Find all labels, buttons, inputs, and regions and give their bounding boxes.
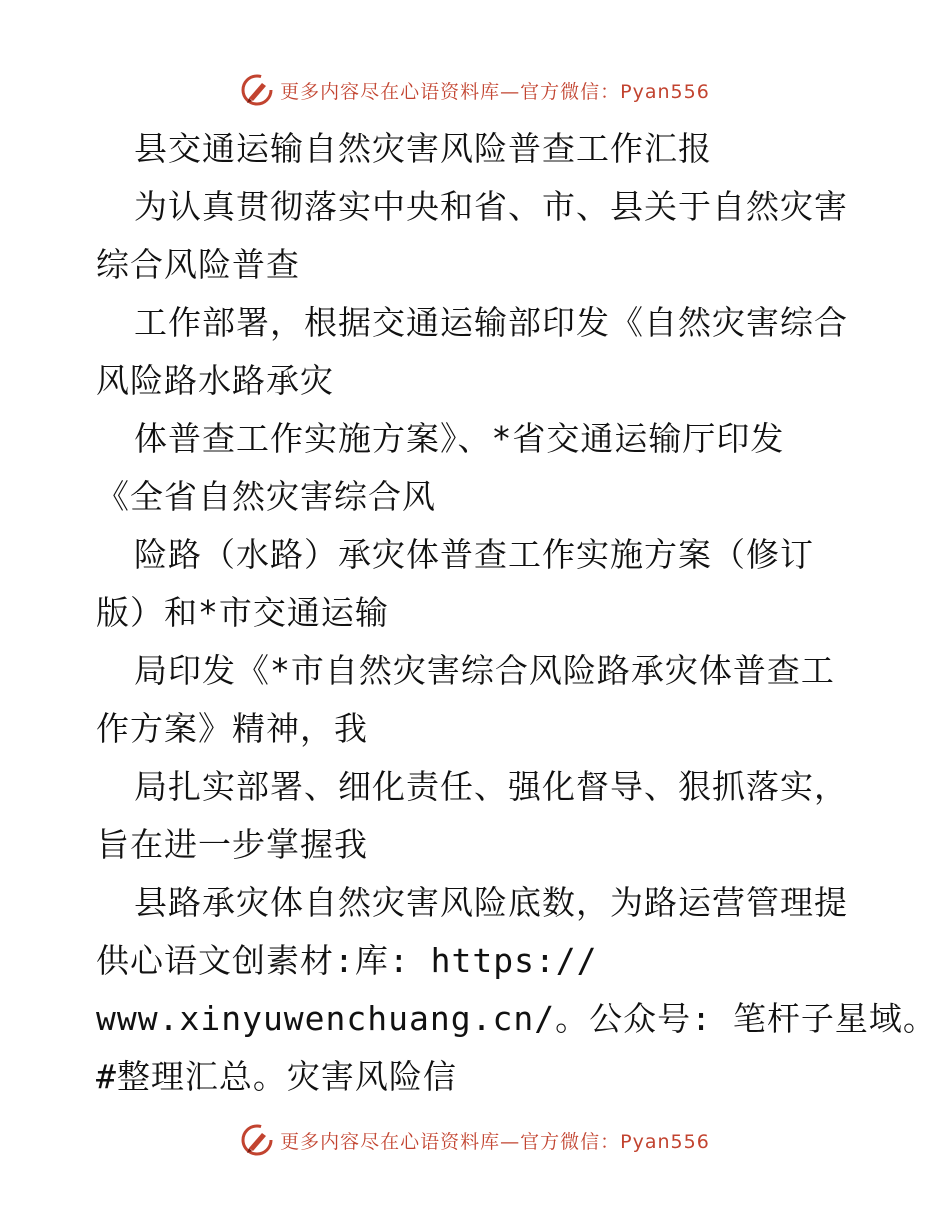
banner-title: 更多内容尽在心语资料库 (280, 80, 501, 103)
banner-separator: — (500, 1130, 521, 1153)
header-banner (0, 70, 950, 110)
footer-banner (0, 1120, 950, 1160)
paragraph-line: 工作部署，根据交通运输部印发《自然灾害综合 (134, 303, 848, 342)
paragraph-line: 作方案》精神，我 (96, 709, 368, 748)
paragraph-line: 为认真贯彻落实中央和省、市、县关于自然灾害 (134, 187, 848, 226)
paragraph-line: 体普查工作实施方案》、*省交通运输厅印发 (134, 419, 785, 458)
paragraph-line: 版）和*市交通运输 (96, 593, 389, 632)
document-body (96, 120, 937, 1106)
paragraph-line: #整理汇总。灾害风险信 (96, 1057, 457, 1096)
banner-wechat: 官方微信：Pyan556 (520, 1130, 710, 1153)
paragraph-line: www.xinyuwenchuang.cn/。公众号: 笔杆子星域。 (96, 999, 937, 1038)
banner-text (280, 1127, 710, 1154)
pen-logo-icon (240, 73, 274, 107)
banner-text (280, 77, 710, 104)
paragraph-line: 局印发《*市自然灾害综合风险路承灾体普查工 (134, 651, 835, 690)
paragraph-line: 风险路水路承灾 (96, 361, 334, 400)
paragraph-line: 险路（水路）承灾体普查工作实施方案（修订 (134, 535, 814, 574)
paragraph-line: 供心语文创素材:库: https:// (96, 941, 598, 980)
paragraph-line: 《全省自然灾害综合风 (96, 477, 436, 516)
banner-wechat: 官方微信：Pyan556 (520, 80, 710, 103)
banner-content (240, 1123, 710, 1157)
document-title: 县交通运输自然灾害风险普查工作汇报 (134, 129, 712, 168)
banner-separator: — (500, 80, 521, 103)
paragraph-line: 综合风险普查 (96, 245, 300, 284)
paragraph-line: 旨在进一步掌握我 (96, 825, 368, 864)
pen-logo-icon (240, 1123, 274, 1157)
banner-content (240, 73, 710, 107)
paragraph-line: 县路承灾体自然灾害风险底数，为路运营管理提 (134, 883, 848, 922)
paragraph-line: 局扎实部署、细化责任、强化督导、狠抓落实， (134, 767, 848, 806)
banner-title: 更多内容尽在心语资料库 (280, 1130, 501, 1153)
